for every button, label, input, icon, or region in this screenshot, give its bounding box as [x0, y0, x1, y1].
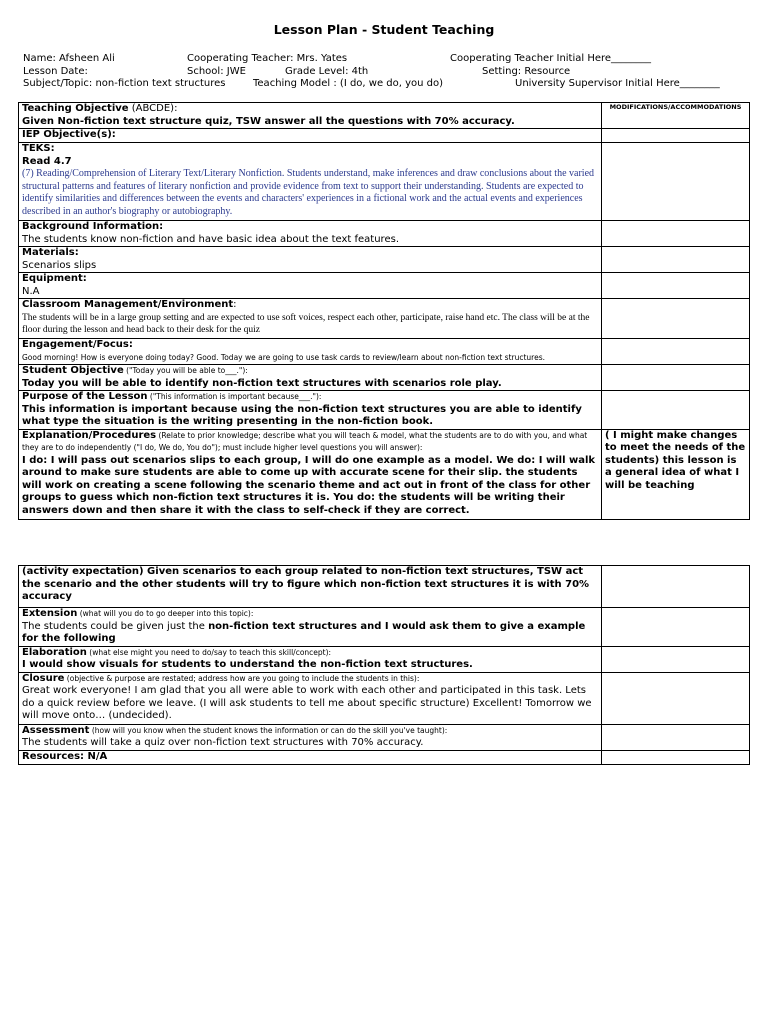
elaboration-mod-cell	[602, 646, 750, 672]
teks-text: (7) Reading/Comprehension of Literary Text/Literary Nonfiction. Students understand, make inferences and draw conclusions about the varied structural patterns and features of literary nonfiction and provide evidence from text to support their understanding. Students are expected to identify similarities and differences between the events and characters' experiences in a fictional work and the actual events and experiences described in an author's biography or autobiography.	[22, 168, 595, 217]
assessment-hint: (how will you know when the student knows the information or can do the skill you've taught):	[89, 725, 448, 735]
activity-text: (activity expectation) Given scenarios to each group related to non-fiction text structures, TSW act the scenario and the other students will try to figure which non-fiction text structures it is with 70% accuracy	[22, 566, 590, 602]
background-mod-cell	[602, 221, 750, 247]
modifications-header-cell	[602, 103, 750, 129]
student-objective-hint: ("Today you will be able to___."):	[123, 366, 248, 375]
extension-cell	[19, 608, 602, 647]
table-row	[19, 273, 750, 299]
elaboration-cell	[19, 646, 602, 672]
subject-topic: Subject/Topic: non-fiction text structures	[23, 78, 226, 89]
explanation-text: I do: I will pass out scenarios slips to each group, I will do one example as a model. We do: I will walk around to make sure students are able to come up with accurate scene for their slip. the students will work on creating a scene following the scenario theme and act out in front of the class for other groups to guess which non-fiction text structures it is. You do: the students will be writing their answers down and then share it with the class to self-check if they are correct.	[22, 454, 596, 516]
school: School: JWE	[187, 66, 246, 77]
activity-mod-cell	[602, 566, 750, 608]
table-row	[19, 143, 750, 221]
student-name: Name: Afsheen Ali	[23, 53, 115, 64]
cooperating-teacher: Cooperating Teacher: Mrs. Yates	[187, 53, 348, 64]
cooperating-teacher-initial: Cooperating Teacher Initial Here________	[450, 53, 652, 64]
materials-label: Materials:	[22, 247, 79, 258]
teks-mod-cell	[602, 143, 750, 221]
equipment-label: Equipment:	[22, 273, 87, 284]
engagement-mod-cell	[602, 339, 750, 365]
explanation-mod-cell	[602, 429, 750, 519]
table-row	[19, 299, 750, 339]
teaching-objective-label: Teaching Objective	[22, 103, 129, 114]
classroom-cell: Classroom Management/Environment: The students will be in a large group setting and are expected to use soft voices, respect each other, participate, raise hand etc. The class will be at the floor during the lesson and head back to their desk for the quiz	[19, 299, 602, 339]
table-row	[19, 129, 750, 143]
explanation-cell	[19, 429, 602, 519]
extension-hint: (what will you do to go deeper into this topic):	[77, 609, 254, 618]
iep-cell	[19, 129, 602, 143]
closure-label: Closure	[22, 672, 65, 684]
teaching-objective-text: Given Non-fiction text structure quiz, TSW answer all the questions with 70% accuracy.	[22, 115, 515, 127]
extension-text-a: The students could be given just the	[22, 620, 209, 632]
elaboration-text: I would show visuals for students to understand the non-fiction text structures.	[22, 659, 473, 670]
extension-label: Extension	[22, 608, 78, 619]
table-row	[19, 247, 750, 273]
lesson-plan-table-2	[18, 565, 750, 765]
teaching-objective-abcde: (ABCDE):	[128, 103, 178, 114]
closure-text: Great work everyone! I am glad that you all were able to work with each other and participated in this task. Lets do a quick review before we leave. (I will ask students to tell me about specific structure) Excellent! Tomorrow we will move onto… (undecided).	[22, 685, 592, 721]
background-label: Background Information:	[22, 221, 164, 232]
table-row	[19, 672, 750, 724]
background-cell	[19, 221, 602, 247]
explanation-label: Explanation/Procedures	[22, 429, 157, 441]
closure-hint: (objective & purpose are restated; address how are you going to include the students in this):	[64, 673, 420, 683]
table-row	[19, 221, 750, 247]
purpose-cell	[19, 391, 602, 430]
closure-cell	[19, 672, 602, 724]
student-objective-cell	[19, 365, 602, 391]
equipment-text: N.A	[22, 285, 40, 297]
teks-code: Read 4.7	[22, 155, 72, 167]
equipment-mod-cell	[602, 273, 750, 299]
resources-mod-cell	[602, 750, 750, 764]
extension-mod-cell	[602, 608, 750, 647]
table-row	[19, 391, 750, 430]
resources-text: Resources: N/A	[22, 750, 108, 762]
background-text: The students know non-fiction and have basic idea about the text features.	[22, 233, 399, 245]
table-row	[19, 750, 750, 764]
equipment-cell	[19, 273, 602, 299]
materials-text: Scenarios slips	[22, 259, 97, 271]
teks-cell	[19, 143, 602, 221]
table-row	[19, 646, 750, 672]
extension-text-b: non-fiction text structures and I would ask them to give a example for the following	[22, 620, 586, 644]
assessment-cell	[19, 724, 602, 750]
engagement-label: Engagement/Focus:	[22, 339, 133, 350]
student-objective-mod-cell	[602, 365, 750, 391]
assessment-label: Assessment	[22, 724, 90, 736]
teaching-model: Teaching Model : (I do, we do, you do)	[253, 78, 444, 89]
iep-mod-cell	[602, 129, 750, 143]
student-objective-text: Today you will be able to identify non-fiction text structures with scenarios role play.	[22, 377, 502, 389]
assessment-mod-cell	[602, 724, 750, 750]
assessment-text: The students will take a quiz over non-fiction text structures with 70% accuracy.	[22, 737, 424, 748]
table-row	[19, 566, 750, 608]
table-row	[19, 339, 750, 365]
iep-label: IEP Objective(s):	[22, 129, 116, 140]
elaboration-hint: (what else might you need to do/say to teach this skill/concept):	[86, 647, 332, 657]
teks-label: TEKS:	[22, 143, 55, 154]
materials-mod-cell	[602, 247, 750, 273]
materials-cell	[19, 247, 602, 273]
explanation-mod-text: ( I might make changes to meet the needs of the students) this lesson is a general idea of what I will be teaching	[605, 429, 746, 491]
university-supervisor-initial: University Supervisor Initial Here________	[515, 78, 720, 89]
purpose-label: Purpose of the Lesson	[22, 391, 148, 402]
resources-cell	[19, 750, 602, 764]
purpose-hint: ("This information is important because___."):	[147, 392, 322, 401]
lesson-date: Lesson Date:	[23, 66, 88, 77]
purpose-mod-cell	[602, 391, 750, 430]
lesson-plan-table-1	[18, 102, 750, 520]
page-title: Lesson Plan - Student Teaching	[273, 22, 495, 37]
closure-mod-cell	[602, 672, 750, 724]
table-row	[19, 103, 750, 129]
table-row	[19, 608, 750, 647]
student-objective-label: Student Objective	[22, 365, 124, 376]
explanation-hint: (Relate to prior knowledge; describe what you will teach & model, what the students are to do with you, and what they are to do independently ("I do, We do, You do"); must include higher level questions you will answer):	[22, 430, 588, 452]
table-row	[19, 724, 750, 750]
table-row	[19, 365, 750, 391]
classroom-label: Classroom Management/Environment	[22, 299, 234, 310]
engagement-text: Good morning! How is everyone doing today? Good. Today we are going to use task cards to review/learn about non-fiction text structures.	[22, 352, 545, 362]
table-row	[19, 429, 750, 519]
engagement-cell	[19, 339, 602, 365]
teaching-objective-cell	[19, 103, 602, 129]
purpose-text: This information is important because using the non-fiction text structures you are able to identify what type the situation is the writing presenting in the non-fiction book.	[22, 403, 582, 427]
elaboration-label: Elaboration	[22, 646, 87, 658]
classroom-mod-cell	[602, 299, 750, 339]
modifications-header: MODIFICATIONS/ACCOMMODATIONS	[609, 103, 742, 111]
activity-cell	[19, 566, 602, 608]
grade-level: Grade Level: 4th	[285, 66, 369, 77]
classroom-text: The students will be in a large group setting and are expected to use soft voices, respect each other, participate, raise hand etc. The class will be at the floor during the lesson and head back to their desk for the quiz	[22, 312, 590, 335]
setting: Setting: Resource	[482, 66, 571, 77]
